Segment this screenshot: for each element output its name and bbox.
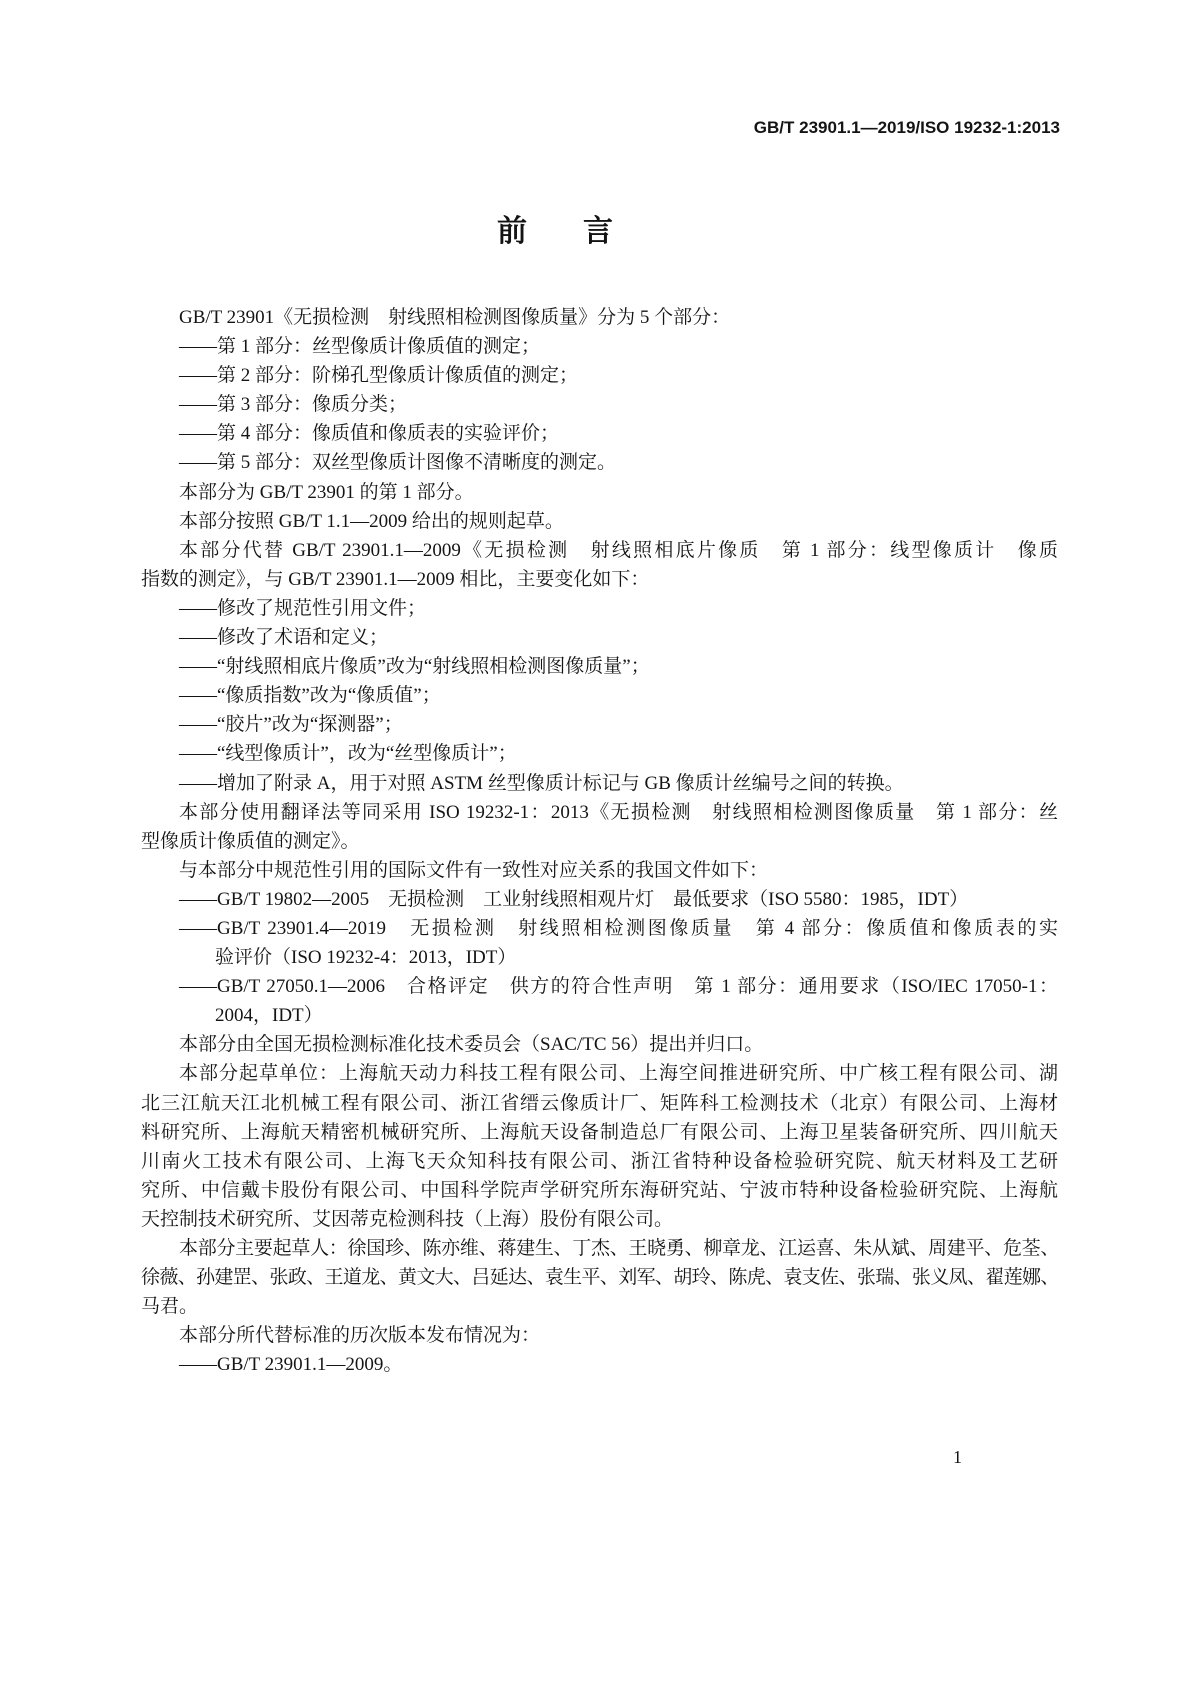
text-line: 马君。 <box>141 1296 199 1318</box>
text-line: 2004，IDT） <box>215 1005 323 1027</box>
change-list-item: ——增加了附录 A，用于对照 ASTM 丝型像质计标记与 GB 像质计丝编号之间的转换。 <box>179 772 904 794</box>
drafting-units-paragraph <box>141 1059 1058 1234</box>
changes-list <box>141 594 1058 798</box>
part-list-item: ——第 4 部分：像质值和像质表的实验评价； <box>179 423 560 445</box>
text-line: 验评价（ISO 19232-4：2013，IDT） <box>215 947 517 969</box>
part-list-item: ——第 1 部分：丝型像质计像质值的测定； <box>179 336 541 358</box>
history-intro: 本部分所代替标准的历次版本发布情况为： <box>179 1325 541 1347</box>
change-list-item: ——修改了规范性引用文件； <box>179 597 427 619</box>
history-list-item: ——GB/T 23901.1—2009。 <box>179 1354 403 1376</box>
correspondence-item <box>141 914 1058 972</box>
change-list-item: ——“像质指数”改为“像质值”； <box>179 685 441 707</box>
text-line: 型像质计像质值的测定》。 <box>141 830 360 852</box>
text-line: ——GB/T 23901.4—2019 无损检测 射线照相检测图像质量 第 4 部分：像质值和像质表的实 <box>179 917 1058 939</box>
drafters-paragraph <box>141 1234 1058 1321</box>
correspondence-intro: 与本部分中规范性引用的国际文件有一致性对应关系的我国文件如下： <box>179 859 769 881</box>
text-line: 指数的测定》，与 GB/T 23901.1—2009 相比，主要变化如下： <box>141 568 650 590</box>
text-line: 本部分代替 GB/T 23901.1—2009《无损检测 射线照相底片像质 第 1 部分：线型像质计 像质 <box>179 539 1058 561</box>
text-line: 本部分使用翻译法等同采用 ISO 19232-1：2013《无损检测 射线照相检测图像质量 第 1 部分：丝 <box>179 801 1058 823</box>
text-line: 本部分主要起草人：徐国珍、陈亦维、蒋建生、丁杰、王晓勇、柳章龙、江运喜、朱从斌、周建平、危荃、 <box>179 1238 1058 1259</box>
part-list-item: ——第 2 部分：阶梯孔型像质计像质值的测定； <box>179 365 579 387</box>
text-line: 料研究所、上海航天精密机械研究所、上海航天设备制造总厂有限公司、上海卫星装备研究所、四川航天 <box>141 1121 1058 1143</box>
part-statement: 本部分为 GB/T 23901 的第 1 部分。 <box>179 481 474 503</box>
replacement-paragraph <box>141 536 1058 594</box>
preface-body <box>141 303 1058 1379</box>
part-list-item: ——第 5 部分：双丝型像质计图像不清晰度的测定。 <box>179 452 617 474</box>
change-list-item: ——修改了术语和定义； <box>179 627 389 649</box>
correspondence-item <box>141 972 1058 1030</box>
part-list-item: ——第 3 部分：像质分类； <box>179 394 408 416</box>
change-list-item: ——“线型像质计”，改为“丝型像质计”； <box>179 743 517 765</box>
structure-intro: GB/T 23901《无损检测 射线照相检测图像质量》分为 5 个部分： <box>179 307 731 328</box>
page-number: 1 <box>953 1447 962 1467</box>
drafting-rules: 本部分按照 GB/T 1.1—2009 给出的规则起草。 <box>179 510 564 532</box>
text-line: 天控制技术研究所、艾因蒂克检测科技（上海）股份有限公司。 <box>141 1208 674 1230</box>
text-line: 徐薇、孙建罡、张政、王道龙、黄文大、吕延达、袁生平、刘军、胡玲、陈虎、袁支佐、张瑞、张义凤、翟莲娜、 <box>141 1267 1058 1289</box>
text-line: 本部分起草单位：上海航天动力科技工程有限公司、上海空间推进研究所、中广核工程有限公司、湖 <box>179 1063 1058 1085</box>
text-line: ——GB/T 19802—2005 无损检测 工业射线照相观片灯 最低要求（ISO 5580：1985，IDT） <box>179 888 969 910</box>
correspondence-list <box>141 885 1058 1030</box>
text-line: 北三江航天江北机械工程有限公司、浙江省缙云像质计厂、矩阵科工检测技术（北京）有限公司、上海材 <box>141 1092 1058 1114</box>
correspondence-item <box>141 885 1058 914</box>
page-title: 前 言 <box>497 214 626 249</box>
change-list-item: ——“射线照相底片像质”改为“射线照相检测图像质量”； <box>179 656 650 678</box>
adoption-paragraph <box>141 798 1058 856</box>
text-line: 究所、中信戴卡股份有限公司、中国科学院声学研究所东海研究站、宁波市特种设备检验研究院、上海航 <box>141 1179 1058 1201</box>
standard-code-header: GB/T 23901.1—2019/ISO 19232-1:2013 <box>753 118 1060 137</box>
change-list-item: ——“胶片”改为“探测器”； <box>179 714 403 736</box>
proposer-statement: 本部分由全国无损检测标准化技术委员会（SAC/TC 56）提出并归口。 <box>179 1034 764 1056</box>
text-line: ——GB/T 27050.1—2006 合格评定 供方的符合性声明 第 1 部分：通用要求（ISO/IEC 17050-1： <box>179 976 1058 998</box>
text-line: 川南火工技术有限公司、上海飞天众知科技有限公司、浙江省特种设备检验研究院、航天材料及工艺研 <box>141 1150 1058 1172</box>
parts-list <box>141 332 1058 477</box>
